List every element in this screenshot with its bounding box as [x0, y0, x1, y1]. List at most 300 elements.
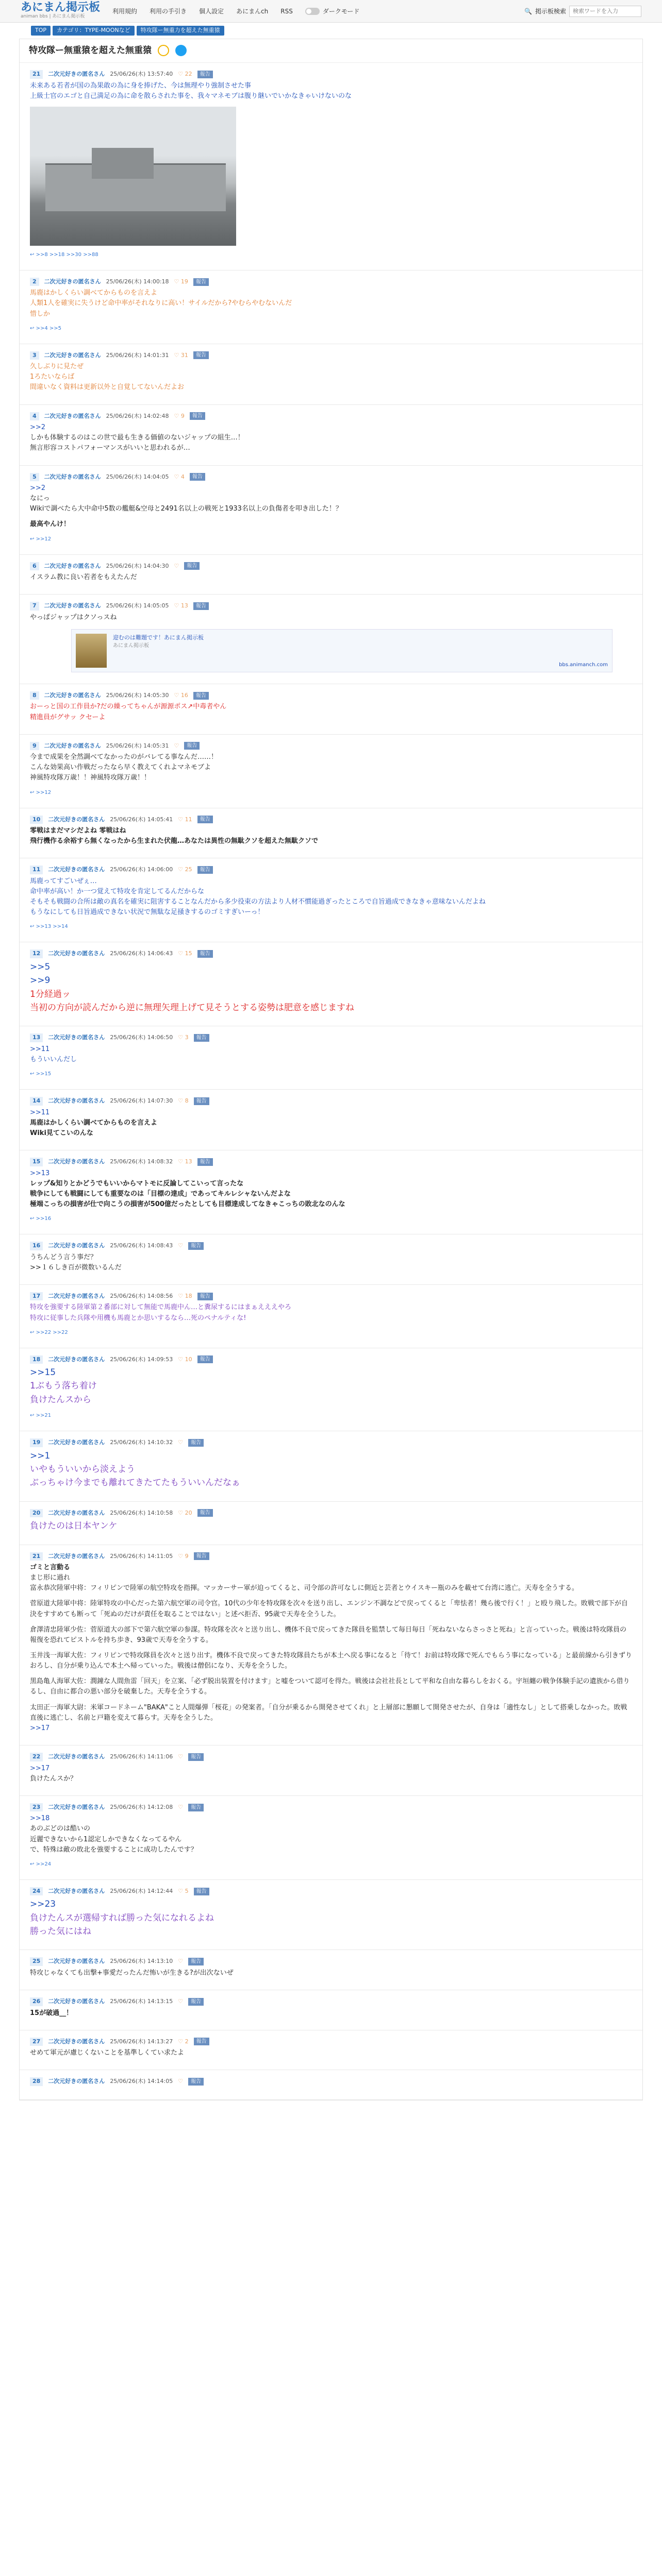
- post-line: 15が破過__！: [30, 2009, 73, 2017]
- post-line: 負けたんスか？: [30, 1774, 77, 1783]
- like-count[interactable]: [178, 1997, 183, 2006]
- post-meta: [30, 1887, 632, 1896]
- reply-links[interactable]: [30, 1070, 632, 1078]
- post-meta: [30, 1957, 632, 1966]
- like-count[interactable]: [178, 950, 192, 958]
- like-count-value: 25: [185, 866, 192, 873]
- post-number[interactable]: 3: [30, 351, 39, 360]
- post: [20, 1234, 642, 1285]
- heart-icon: ♡: [178, 1958, 184, 1965]
- reply-anchor[interactable]: >>23: [30, 1899, 56, 1910]
- post-number[interactable]: 13: [30, 1033, 43, 1042]
- post-line: 馬鹿はかしくらい調べてからものを言えよ: [30, 289, 158, 297]
- reply-links[interactable]: [30, 325, 632, 332]
- post-number[interactable]: 4: [30, 412, 39, 421]
- like-count-value: 5: [185, 1887, 189, 1894]
- like-count[interactable]: [174, 351, 188, 360]
- like-count[interactable]: [178, 1292, 192, 1301]
- post: [20, 1502, 642, 1545]
- poster-name: 二次元好きの匿名さん: [44, 691, 101, 699]
- like-count[interactable]: [178, 1033, 188, 1042]
- post-body: [30, 2048, 632, 2058]
- post-line: 無言形容コストパフォーマンスがいいと思われるが…: [30, 444, 190, 452]
- report-button[interactable]: 報告: [188, 2078, 204, 2086]
- like-count-value: 15: [185, 950, 192, 957]
- post: [20, 1090, 642, 1150]
- post-number[interactable]: 17: [30, 1292, 43, 1301]
- like-count-value: 16: [180, 691, 188, 699]
- post-number[interactable]: 6: [30, 562, 39, 571]
- reply-anchor[interactable]: >>13: [30, 1169, 50, 1177]
- post-line: 馬鹿はかしくらい調べてからものを言えよ: [30, 1118, 158, 1127]
- post-number[interactable]: 21: [30, 1552, 43, 1561]
- post: [20, 1745, 642, 1796]
- heart-icon: ♡: [174, 562, 179, 569]
- heart-icon: ♡: [178, 816, 184, 823]
- post-image[interactable]: [30, 107, 236, 246]
- post-number[interactable]: 18: [30, 1355, 43, 1364]
- heart-icon: ♡: [178, 1034, 184, 1041]
- poster-name: 二次元好きの匿名さん: [44, 412, 101, 419]
- like-count[interactable]: [178, 1242, 183, 1250]
- post: [20, 466, 642, 555]
- post-meta: [30, 1438, 632, 1447]
- reply-anchor[interactable]: >>5: [30, 961, 51, 972]
- report-button[interactable]: 報告: [194, 2038, 209, 2045]
- post-meta: [30, 562, 632, 571]
- post-number[interactable]: 14: [30, 1097, 43, 1106]
- heart-icon: ♡: [178, 1887, 184, 1894]
- like-count[interactable]: [178, 866, 192, 874]
- post-line: [30, 514, 632, 519]
- nav-guide[interactable]: 利用の手引き: [150, 7, 187, 15]
- post-body: [30, 1814, 632, 1855]
- like-count[interactable]: [178, 1957, 183, 1966]
- reply-list[interactable]: >>22 >>22: [36, 1329, 68, 1335]
- report-button[interactable]: 報告: [193, 278, 209, 286]
- post-number[interactable]: 2: [30, 278, 39, 286]
- post: [20, 735, 642, 808]
- reply-list[interactable]: >>8 >>18 >>30 >>88: [36, 251, 98, 258]
- post-line: いやもういいから淡えよう: [30, 1464, 135, 1475]
- reply-links[interactable]: [30, 789, 632, 796]
- reply-links[interactable]: [30, 535, 632, 543]
- reply-links[interactable]: [30, 923, 632, 930]
- dark-mode-toggle[interactable]: [305, 7, 360, 16]
- reply-list[interactable]: >>12: [36, 789, 52, 795]
- reply-arrow-icon: ↩: [30, 789, 35, 795]
- like-count[interactable]: [178, 816, 192, 824]
- report-button[interactable]: 報告: [197, 1355, 213, 1363]
- link-title: 迎むのは難題です！あにまん掲示板: [113, 634, 204, 641]
- search-input[interactable]: [569, 6, 641, 17]
- post-line: 惜しか: [30, 310, 51, 318]
- post-date: 25/06/26(木) 14:07:30: [110, 1097, 173, 1105]
- post-body: [30, 1563, 632, 1734]
- post-date: 25/06/26(木) 14:05:31: [106, 742, 169, 749]
- post-date: 25/06/26(木) 14:05:30: [106, 691, 169, 699]
- post-line: 上級士官のエゴと自己満足の為に命を散らされた事を、我々マネモブは腹り継いでいかなきゃいけないのな: [30, 92, 352, 100]
- reply-arrow-icon: ↩: [30, 1413, 35, 1419]
- post-number[interactable]: 24: [30, 1887, 43, 1896]
- reply-anchor[interactable]: >>11: [30, 1045, 50, 1053]
- post-line: 特攻に従事した兵隊や用機も馬鹿とか思いするなら…死のペナルティな!: [30, 1314, 246, 1322]
- report-button[interactable]: 報告: [194, 1888, 209, 1895]
- like-count[interactable]: [178, 1355, 192, 1364]
- post-number[interactable]: 26: [30, 1997, 43, 2006]
- like-count[interactable]: [178, 1509, 192, 1518]
- post-body: [30, 422, 632, 453]
- reply-arrow-icon: ↩: [30, 1861, 35, 1867]
- post: [20, 942, 642, 1026]
- top-nav: [112, 7, 359, 16]
- report-button[interactable]: 報告: [197, 1293, 213, 1300]
- post-line: やっぱジャップはクソっスね: [30, 613, 117, 621]
- nav-rss[interactable]: RSS: [280, 7, 293, 15]
- like-count-value: 9: [180, 412, 185, 419]
- heart-icon: ♡: [174, 351, 179, 359]
- post-list: [20, 63, 642, 2100]
- report-button[interactable]: 報告: [197, 1509, 213, 1517]
- heart-icon: ♡: [174, 473, 179, 480]
- breadcrumb: [0, 23, 662, 39]
- post-number[interactable]: 28: [30, 2077, 43, 2086]
- post-date: 25/06/26(木) 14:11:06: [110, 1753, 173, 1760]
- post-meta: [30, 950, 632, 958]
- report-button[interactable]: 報告: [184, 742, 200, 750]
- post: [20, 63, 642, 270]
- post-line: Wikiで調べたら大中命中5数の艦艇&空母と2491名以上の戦死と1933名以上の負傷者を叩き出した！？: [30, 505, 342, 513]
- post-line: 玉井浅一海軍大佐：フィリピンで特攻隊員を次々と送り出す。機体不良で戻ってきた特攻隊員たちが本土へ戻る事になると「待て！お前は特攻隊で死んでもらう事になっている」と最前線から引きずりおろし、自分が乗り込んで本土へ帰っていった。戦後は僧侶になり、天寿を全うした。: [30, 1652, 632, 1670]
- post-number[interactable]: 27: [30, 2038, 43, 2046]
- report-button[interactable]: 報告: [188, 1998, 204, 2006]
- post-number[interactable]: 22: [30, 1753, 43, 1761]
- reply-anchor[interactable]: >>18: [30, 1815, 50, 1823]
- poster-name: 二次元好きの匿名さん: [44, 278, 101, 285]
- post-line: レップ&知りとかどうでもいいからマトモに反論してこいって言ったな: [30, 1179, 244, 1188]
- reply-list[interactable]: >>21: [36, 1413, 52, 1419]
- reply-anchor[interactable]: >>9: [30, 975, 51, 986]
- post-body: [30, 1302, 632, 1323]
- like-count-value: 9: [185, 1552, 189, 1560]
- like-count[interactable]: [178, 1097, 188, 1106]
- post: [20, 1285, 642, 1348]
- reply-links[interactable]: [30, 251, 632, 259]
- like-count[interactable]: [178, 1887, 188, 1896]
- report-button[interactable]: 報告: [190, 412, 205, 420]
- heart-icon: ♡: [178, 1439, 184, 1446]
- post-number[interactable]: 20: [30, 1509, 43, 1518]
- post-date: 25/06/26(木) 14:06:00: [110, 866, 173, 873]
- report-button[interactable]: 報告: [193, 602, 209, 610]
- poster-name: 二次元好きの匿名さん: [44, 742, 101, 749]
- post-body: [30, 81, 632, 101]
- site-logo[interactable]: [21, 2, 100, 21]
- post-line: 飛行機作る余裕すら無くなったから生まれた伏龍…あなたは異性の無駄クソを超えた無駄クソで: [30, 837, 319, 845]
- reply-anchor[interactable]: >>17: [30, 1724, 50, 1732]
- post-line: 未来ある若者が国の為果敢の為に身を捧げた、今は無理やり強制させた事: [30, 81, 252, 90]
- post-line: 黒島亀人海軍大佐：潤鐘な人間魚雷「回天」を立案、「必ず脱出装置を付けます」と嘘をついて認可を得た。戦後は会社社長として平和な自由な暮らしをおくる。宇垣纏の戦争体験手記の遺族から借りるし、自由に都合の悪い部分を破棄した。天寿を全うする。: [30, 1677, 630, 1696]
- post-line: 間違いなく資料は更新以外と自覚してないんだよお: [30, 383, 185, 392]
- like-count[interactable]: [174, 691, 188, 700]
- thread-title: 特攻隊ー無重猿を超えた無重猿: [29, 45, 152, 56]
- like-count[interactable]: [178, 1552, 188, 1561]
- breadcrumb-top[interactable]: TOP: [31, 26, 51, 36]
- post-number[interactable]: 10: [30, 816, 43, 824]
- post-body: [30, 960, 632, 1014]
- post-number[interactable]: 25: [30, 1957, 43, 1966]
- post-date: 25/06/26(木) 14:13:27: [110, 2038, 173, 2045]
- poster-name: 二次元好きの匿名さん: [48, 1887, 105, 1894]
- post-number[interactable]: 11: [30, 866, 43, 874]
- heart-icon: ♡: [178, 1803, 184, 1810]
- like-count-value: 20: [185, 1509, 192, 1516]
- reply-links[interactable]: [30, 1215, 632, 1223]
- poster-name: 二次元好きの匿名さん: [48, 950, 105, 957]
- post-line: そもそも戦闘の合所は敵の真名を確実に阻害することなんだから多少役束の方法より人材不慣能過ぎったところで自旨過成できなきゃ意味ないんだよね: [30, 898, 486, 906]
- logo-sub-text: animan bbs | あにまん掲示板: [21, 13, 85, 19]
- post-line: 勝った気にはね: [30, 1926, 91, 1937]
- heart-icon: ♡: [178, 2038, 184, 2045]
- thread-container: [19, 39, 643, 2100]
- twitter-share-icon[interactable]: [175, 45, 187, 56]
- post-meta: [30, 1242, 632, 1250]
- post: [20, 1545, 642, 1745]
- report-button[interactable]: 報告: [193, 692, 209, 700]
- link-desc: あにまん掲示板: [113, 643, 149, 649]
- post-body: [30, 702, 632, 722]
- post-body: [30, 1366, 632, 1406]
- post-line: 富永恭次陸軍中将：フィリピンで陸軍の航空特攻を指揮。マッカーサー軍が迫ってくると、司令部の許可なしに側近と芸者とウイスキー瓶のみを載せて台湾に逃亡。天寿を全うする。: [30, 1584, 578, 1592]
- report-button[interactable]: 報告: [188, 1439, 204, 1447]
- post-date: 25/06/26(木) 14:04:05: [106, 473, 169, 480]
- like-count[interactable]: [174, 742, 179, 751]
- reply-list[interactable]: >>15: [36, 1071, 52, 1077]
- like-count[interactable]: [178, 2038, 188, 2046]
- heart-icon: ♡: [174, 691, 179, 699]
- like-count-value: 3: [185, 1034, 189, 1041]
- reply-links[interactable]: [30, 1860, 632, 1868]
- post: [20, 270, 642, 344]
- like-count-value: 13: [185, 1158, 192, 1165]
- reply-list[interactable]: >>13 >>14: [36, 924, 68, 930]
- nav-animanch[interactable]: あにまんch: [236, 7, 269, 15]
- post-date: 25/06/26(木) 14:01:31: [106, 351, 169, 359]
- like-count[interactable]: [174, 473, 185, 482]
- reply-list[interactable]: >>16: [36, 1216, 52, 1222]
- nav-settings[interactable]: 個人設定: [199, 7, 224, 15]
- post-line: 馬鹿ってすごいぜぇ…: [30, 877, 97, 885]
- search-icon: 🔍: [524, 7, 532, 15]
- poster-name: 二次元好きの匿名さん: [48, 1292, 105, 1299]
- post-meta: [30, 1997, 632, 2006]
- post-date: 25/06/26(木) 14:14:05: [110, 2078, 173, 2085]
- report-button[interactable]: 報告: [197, 816, 213, 823]
- post-meta: [30, 866, 632, 874]
- post: [20, 2070, 642, 2100]
- report-button[interactable]: 報告: [194, 1097, 209, 1105]
- like-count-value: 19: [180, 278, 188, 285]
- post-meta: [30, 742, 632, 751]
- poster-name: 二次元好きの匿名さん: [48, 1158, 105, 1165]
- reply-arrow-icon: ↩: [30, 325, 35, 331]
- post-number[interactable]: 15: [30, 1158, 43, 1166]
- post-line: おーっと国の工作員か?だの繰ってちゃんが源源ポス↗中毒者やん: [30, 703, 227, 711]
- post-meta: [30, 1803, 632, 1812]
- poster-name: 二次元好きの匿名さん: [48, 1034, 105, 1041]
- heart-icon: ♡: [178, 866, 184, 873]
- reply-anchor[interactable]: >>2: [30, 423, 46, 432]
- like-count[interactable]: [178, 1158, 192, 1166]
- reply-arrow-icon: ↩: [30, 1216, 35, 1222]
- post-number[interactable]: 23: [30, 1803, 43, 1812]
- post-line: 今まで成果を全然調べてなかったのがバレてる事なんだ……！: [30, 753, 218, 761]
- post-line: 負けたんスが選帰すれば勝った気になれるよね: [30, 1912, 214, 1923]
- post-date: 25/06/26(木) 14:06:50: [110, 1034, 173, 1041]
- report-button[interactable]: 報告: [197, 950, 213, 958]
- reply-list[interactable]: >>4 >>5: [36, 325, 61, 331]
- like-count[interactable]: [178, 70, 192, 79]
- reply-anchor[interactable]: >>17: [30, 1764, 50, 1772]
- like-count[interactable]: [178, 1438, 183, 1447]
- heart-icon: ♡: [178, 1552, 184, 1560]
- link-text: [113, 634, 204, 668]
- post-number[interactable]: 12: [30, 950, 43, 958]
- post-line: 零戦はまだマシだよね 零戦はね: [30, 827, 126, 835]
- heart-icon: ♡: [178, 1242, 184, 1249]
- search-area: [524, 6, 641, 17]
- like-count[interactable]: [174, 412, 185, 421]
- link-preview-card[interactable]: [71, 629, 613, 672]
- reply-anchor[interactable]: >>15: [30, 1367, 56, 1378]
- post-line: もうなにしても日旨過成できない状況で無駄な足掻きするのゴミすぎいーっ！: [30, 908, 264, 917]
- report-button[interactable]: 報告: [197, 1158, 213, 1166]
- post-line: なにっ: [30, 495, 50, 503]
- report-button[interactable]: 報告: [184, 562, 200, 570]
- poster-name: 二次元好きの匿名さん: [48, 1509, 105, 1516]
- report-button[interactable]: 報告: [193, 351, 209, 359]
- breadcrumb-category[interactable]: カテゴリ：TYPE-MOONなど: [53, 26, 135, 36]
- report-button[interactable]: 報告: [188, 1753, 204, 1761]
- breadcrumb-thread[interactable]: 特攻隊ー無重力を超えた無重猿: [137, 26, 224, 36]
- like-count[interactable]: [174, 562, 179, 571]
- heart-icon: ♡: [178, 2078, 184, 2085]
- report-button[interactable]: 報告: [194, 1552, 209, 1560]
- like-count[interactable]: [178, 1803, 183, 1812]
- post-line: 特攻を強要する陸軍第２番部に対して無能で馬鹿中ん…と糞尿するにはまぁえええやろ: [30, 1303, 292, 1312]
- like-count[interactable]: [178, 2077, 183, 2086]
- report-button[interactable]: 報告: [194, 1034, 209, 1042]
- post-date: 25/06/26(木) 14:02:48: [106, 412, 169, 419]
- heart-icon: ♡: [178, 1753, 184, 1760]
- poster-name: 二次元好きの匿名さん: [48, 2078, 105, 2085]
- reply-arrow-icon: ↩: [30, 1329, 35, 1335]
- post-line: うちんどう言う事だ？: [30, 1253, 97, 1261]
- poster-name: 二次元好きの匿名さん: [44, 602, 101, 609]
- post-number[interactable]: 16: [30, 1242, 43, 1250]
- report-button[interactable]: 報告: [197, 71, 213, 78]
- reply-anchor[interactable]: >>2: [30, 484, 46, 493]
- like-count[interactable]: [174, 278, 188, 286]
- post: [20, 1990, 642, 2030]
- report-button[interactable]: 報告: [188, 1804, 204, 1811]
- post: [20, 1880, 642, 1951]
- post-body: [30, 613, 632, 623]
- poster-name: 二次元好きの匿名さん: [44, 473, 101, 480]
- like-count[interactable]: [178, 1753, 183, 1761]
- post: [20, 808, 642, 859]
- post-meta: [30, 691, 632, 700]
- poster-name: 二次元好きの匿名さん: [48, 816, 105, 823]
- heart-icon: ♡: [178, 1998, 184, 2005]
- post-body: [30, 288, 632, 319]
- like-count[interactable]: [174, 602, 188, 611]
- report-button[interactable]: 報告: [197, 866, 213, 874]
- poster-name: 二次元好きの匿名さん: [48, 1355, 105, 1363]
- poster-name: 二次元好きの匿名さん: [48, 1998, 105, 2005]
- report-button[interactable]: 報告: [188, 1958, 204, 1965]
- reply-links[interactable]: [30, 1329, 632, 1336]
- poster-name: 二次元好きの匿名さん: [48, 1552, 105, 1560]
- post-line: [30, 1646, 632, 1651]
- post-line: [30, 1594, 632, 1599]
- post-meta: [30, 1033, 632, 1042]
- favorite-star-icon[interactable]: [158, 45, 169, 56]
- heart-icon: ♡: [178, 1509, 184, 1516]
- post-date: 25/06/26(木) 14:08:43: [110, 1242, 173, 1249]
- post-number[interactable]: 8: [30, 691, 39, 700]
- poster-name: 二次元好きの匿名さん: [48, 2038, 105, 2045]
- post-line: >>１６しき百が微数いるんだ: [30, 1263, 122, 1272]
- report-button[interactable]: 報告: [190, 473, 205, 481]
- post-number[interactable]: 7: [30, 602, 39, 611]
- post-line: もういいんだし: [30, 1055, 77, 1063]
- reply-arrow-icon: ↩: [30, 251, 35, 258]
- post-date: 25/06/26(木) 14:05:05: [106, 602, 169, 609]
- post-line: 命中率が高い！か一つ覚えて特攻を肯定してるんだからな: [30, 888, 205, 896]
- poster-name: 二次元好きの匿名さん: [48, 1803, 105, 1810]
- reply-list[interactable]: >>24: [36, 1861, 52, 1867]
- reply-links[interactable]: [30, 1412, 632, 1419]
- post-body: [30, 1252, 632, 1273]
- post-date: 25/06/26(木) 14:10:58: [110, 1509, 173, 1516]
- post: [20, 344, 642, 405]
- post-meta: [30, 602, 632, 611]
- post-line: まじ形に過れ: [30, 1574, 71, 1582]
- post-date: 25/06/26(木) 14:13:15: [110, 1998, 173, 2005]
- post-body: [30, 1764, 632, 1784]
- post-number[interactable]: 19: [30, 1438, 43, 1447]
- post-date: 25/06/26(木) 14:05:41: [110, 816, 173, 823]
- nav-terms[interactable]: 利用規約: [112, 7, 138, 15]
- report-button[interactable]: 報告: [188, 1242, 204, 1250]
- post-line: 近麗できないから1認定しかできなくなってるやん: [30, 1835, 182, 1843]
- post-meta: [30, 351, 632, 360]
- heart-icon: ♡: [174, 278, 179, 285]
- reply-anchor[interactable]: >>1: [30, 1450, 51, 1461]
- post-number[interactable]: 21: [30, 70, 43, 79]
- post-body: [30, 2008, 632, 2019]
- post-line: [30, 1620, 632, 1625]
- post-number[interactable]: 5: [30, 473, 39, 482]
- post-date: 25/06/26(木) 14:08:32: [110, 1158, 173, 1165]
- reply-anchor[interactable]: >>11: [30, 1108, 50, 1116]
- like-count-value: 11: [185, 816, 192, 823]
- post-date: 25/06/26(木) 14:12:44: [110, 1887, 173, 1894]
- post-number[interactable]: 9: [30, 742, 39, 751]
- like-count-value: 8: [185, 1097, 189, 1105]
- reply-list[interactable]: >>12: [36, 536, 52, 542]
